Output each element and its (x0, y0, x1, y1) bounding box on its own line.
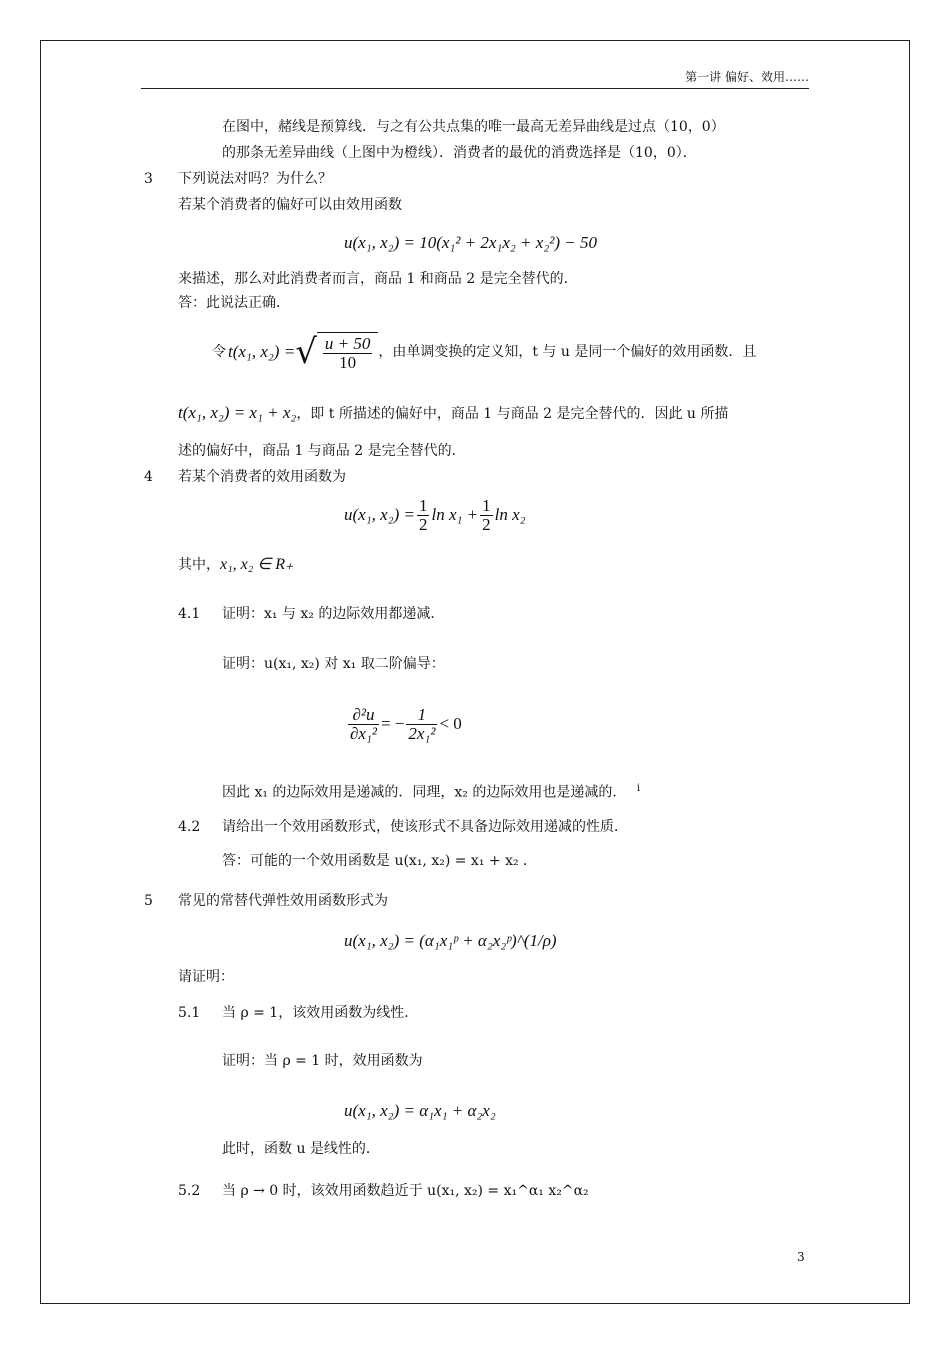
ces-equation: u(x₁, x₂) = (α₁x₁ᵖ + α₂x₂ᵖ)^(1/ρ) (344, 931, 557, 950)
conclusion-line (222, 780, 640, 802)
question-number: 5 (144, 893, 153, 909)
question-number: 3 (144, 171, 153, 187)
utility-equation: u(x₁, x₂) = 10(x₁² + 2x₁x₂ + x₂²) − 50 (344, 233, 597, 252)
fraction-numerator: ∂²u (348, 706, 379, 725)
page-number: 3 (797, 1250, 805, 1264)
question-title: 若某个消费者的效用函数为 (178, 469, 346, 485)
conclusion-line: 此时，函数 u 是线性的． (222, 1141, 380, 1157)
proof-text: ，即 t 所描述的偏好中，商品 1 与商品 2 是完全替代的．因此 u 所描 (296, 406, 729, 422)
footnote-mark[interactable]: i (636, 783, 641, 794)
fraction-numerator: u + 50 (324, 334, 371, 353)
subquestion-number: 5.1 (178, 1005, 201, 1021)
proof-line (178, 404, 728, 423)
answer-line: 答：可能的一个效用函数是 u(x₁, x₂) = x₁ + x₂ ． (222, 853, 538, 869)
paragraph-line: 在图中，赭线是预算线．与之有公共点集的唯一最高无差异曲线是过点（10，0） (222, 119, 725, 135)
subquestion-number: 4.1 (178, 606, 201, 622)
derivative-equation (346, 698, 462, 750)
question-intro: 若某个消费者的偏好可以由效用函数 (178, 197, 402, 213)
question-title: 下列说法对吗？为什么？ (178, 171, 332, 187)
subquestion-text: 当 ρ → 0 时，该效用函数趋近于 u(x₁, x₂) = x₁^α₁ x₂^α₂ (222, 1183, 589, 1199)
proof-suffix: ，由单调变换的定义知，t 与 u 是同一个偏好的效用函数．且 (378, 344, 757, 360)
proof-prefix: 令 (212, 344, 226, 360)
sqrt-expression (295, 332, 378, 372)
proof-line: 述的偏好中，商品 1 与商品 2 是完全替代的． (178, 443, 466, 459)
fraction-numerator: 1 (482, 495, 491, 515)
prove-label: 请证明： (178, 969, 234, 985)
subquestion-text: 证明：x₁ 与 x₂ 的边际效用都递减． (222, 606, 445, 622)
paragraph-line: 来描述，那么对此消费者而言，商品 1 和商品 2 是完全替代的． (178, 271, 578, 287)
eq-term: ln x₁ + (431, 505, 479, 524)
proof-line (212, 330, 756, 374)
proof-line: 证明：当 ρ = 1 时，效用函数为 (222, 1053, 423, 1069)
subquestion-number: 4.2 (178, 819, 201, 835)
fraction-denominator: 2 (418, 514, 428, 534)
proof-t-lhs: t(x₁, x₂) = (228, 342, 296, 361)
utility-equation (344, 492, 526, 538)
where-label: 其中， (178, 557, 220, 573)
fraction-numerator: 1 (406, 706, 437, 725)
subquestion-text: 当 ρ = 1，该效用函数为线性． (222, 1005, 419, 1021)
answer-line: 答：此说法正确． (178, 295, 290, 311)
subquestion-text: 请给出一个效用函数形式，使该形式不具备边际效用递减的性质． (222, 819, 628, 835)
paragraph-line: 的那条无差异曲线（上图中为橙线）．消费者的最优的消费选择是（10，0）． (222, 145, 697, 161)
eq-lhs: u(x₁, x₂) = (344, 505, 415, 524)
fraction-numerator: 1 (418, 495, 428, 515)
question-number: 4 (144, 469, 153, 485)
conclusion-text: 因此 x₁ 的边际效用是递减的．同理，x₂ 的边际效用也是递减的． (222, 784, 627, 801)
eq-tail: < 0 (439, 714, 462, 733)
fraction-denominator: 10 (339, 353, 357, 372)
fraction-denominator: 2 (482, 514, 491, 534)
fraction-denominator: 2x₁² (408, 723, 436, 743)
sqrt-symbol: √ (295, 332, 317, 372)
subquestion-number: 5.2 (178, 1183, 201, 1199)
linear-equation: u(x₁, x₂) = α₁x₁ + α₂x₂ (344, 1101, 496, 1120)
domain-equation: x₁, x₂ ∈ R₊ (220, 556, 294, 573)
t-equation: t(x₁, x₂) = x₁ + x₂ (178, 403, 297, 422)
proof-line: 证明：u(x₁, x₂) 对 x₁ 取二阶偏导： (222, 656, 445, 672)
fraction-denominator: ∂x₁² (350, 723, 377, 743)
eq-operator: = − (380, 714, 405, 733)
domain-line (178, 556, 293, 574)
eq-term: ln x₂ (494, 505, 526, 524)
question-title: 常见的常替代弹性效用函数形式为 (178, 893, 388, 909)
running-header: 第一讲 偏好、效用…… (141, 70, 809, 89)
